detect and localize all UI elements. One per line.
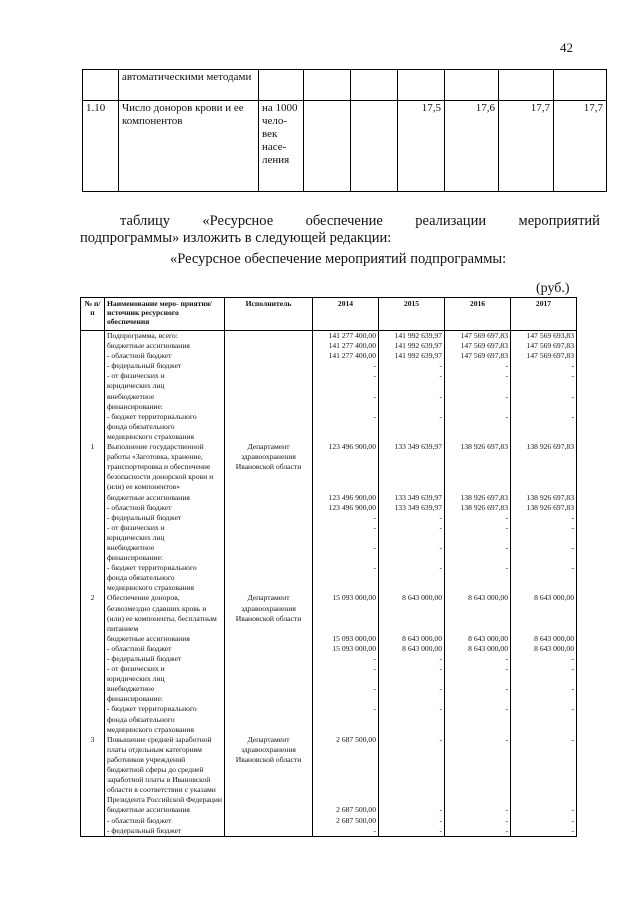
source-label: - областной бюджет [107,815,172,825]
value-cell: - [373,704,376,714]
year-cell [379,442,445,593]
year-cell [511,593,577,734]
value-cell [315,725,376,735]
value-cell: - [571,825,574,835]
value-cell: - [439,371,442,381]
value-cell: 141 277 400,00 [328,341,376,351]
value-cell: - [439,512,442,522]
source-label: финансирование: [107,553,163,563]
value-cell: 147 569 693,83 [526,331,574,340]
currency-unit: (руб.) [536,281,570,296]
value-cell: - [439,805,442,815]
value-cell: - [571,522,574,532]
row-number: 1.10 [83,101,119,192]
value-cell [315,715,376,725]
source-label: юридических лиц [107,532,165,542]
value-cell: 8 643 000,00 [534,633,574,643]
value-cell: - [571,664,574,674]
value-cell: - [505,664,508,674]
value-cell [315,583,376,593]
value-cell: - [571,391,574,401]
value-cell [447,715,508,725]
indicator-unit: на 1000 чело- век насе- ления [259,101,304,192]
activity-cell [105,735,225,836]
value-cell [315,674,376,684]
value-cell [447,674,508,684]
value-cell: 17,7 [554,101,607,192]
value-cell: - [373,512,376,522]
value-cell: - [571,805,574,815]
value-cell: - [571,704,574,714]
value-cell: 17,6 [445,101,499,192]
year-cell [511,735,577,836]
value-cell: - [439,664,442,674]
value-cell: - [505,684,508,694]
source-label: бюджетные ассигнования [107,633,190,643]
year-cell [379,593,445,734]
intro-line-2: подпрограммы» изложить в следующей редакции: [80,230,392,246]
value-cell [447,583,508,593]
year-cell [313,331,379,443]
source-label: бюджетные ассигнования [107,492,190,502]
intro-line-1 [80,213,600,230]
value-cell [381,402,442,412]
value-cell: - [373,391,376,401]
value-cell [381,715,442,725]
activity-cell [105,442,225,593]
year-cell [379,735,445,836]
value-cell [513,381,574,391]
source-label: финансирование: [107,401,163,411]
intro-line-3: «Ресурсное обеспечение мероприятий подпрограммы: [170,251,507,267]
value-cell [381,533,442,543]
header-num: № п/п [81,298,105,331]
value-cell: - [439,361,442,371]
value-cell: 141 277 400,00 [328,351,376,361]
value-cell: 123 496 900,00 [328,502,376,512]
activity-cell [105,331,225,443]
value-cell: - [439,411,442,421]
activity-title: Повышение средней заработной платы отдельным категориям работников учреждений бюджетной сферы до средней заработной платы в Ивановской области в соответствии с указами Президента Российской Федерации [107,734,222,805]
value-cell: 8 643 000,00 [468,643,508,653]
source-label: медицинского страхования [107,724,195,734]
value-cell: 141 277 400,00 [328,331,376,340]
year-cell [445,331,511,443]
value-cell: - [505,654,508,663]
value-cell [315,553,376,563]
value-cell: 141 992 639,97 [394,341,442,351]
value-cell [447,422,508,432]
value-cell: - [505,825,508,835]
header-executor: Исполнитель [225,298,313,331]
source-label: внебюджетное [107,391,155,401]
value-cell: - [439,542,442,552]
source-label: - федеральный бюджет [107,361,182,371]
source-label: юридических лиц [107,674,165,684]
value-cell: - [571,684,574,694]
executor-cell [225,331,313,443]
header-year: 2017 [511,298,577,331]
value-cell: - [505,563,508,573]
value-cell [381,583,442,593]
value-cell: - [505,371,508,381]
value-cell: - [439,563,442,573]
value-cell [381,674,442,684]
row-number: 3 [81,735,105,836]
value-cell: 133 349 639,97 [394,442,442,452]
source-label: - федеральный бюджет [107,512,182,522]
source-label: - федеральный бюджет [107,825,182,835]
value-cell [381,422,442,432]
value-cell: - [571,654,574,663]
value-cell: - [439,522,442,532]
value-cell: - [505,512,508,522]
value-cell: - [571,361,574,371]
value-cell [513,694,574,704]
value-cell: - [439,704,442,714]
intro-word: мероприятий [518,213,600,229]
source-label: - областной бюджет [107,351,172,361]
source-label: - от физических и [107,664,165,674]
intro-paragraph [80,213,600,247]
row-number: 1 [81,442,105,593]
value-cell: - [439,391,442,401]
value-cell: 8 643 000,00 [402,593,442,603]
value-cell [381,432,442,442]
value-cell [315,533,376,543]
table-row [81,331,577,443]
year-cell [445,593,511,734]
row-number [81,331,105,443]
value-cell: - [505,361,508,371]
source-label: внебюджетное [107,684,155,694]
value-cell: - [373,825,376,835]
year-cell [313,442,379,593]
activity-cell [105,593,225,734]
table-row [81,593,577,734]
value-cell: - [505,734,508,744]
executor-cell: Департамент здравоохранения Ивановской области [225,735,313,836]
source-label: фонда обязательного [107,421,175,431]
value-cell: 147 569 697,83 [526,341,574,351]
table-row [83,101,607,192]
executor-cell: Департамент здравоохранения Ивановской области [225,442,313,593]
value-cell: 15 093 000,00 [332,633,376,643]
value-cell: 138 926 697,83 [460,442,508,452]
value-cell: - [373,563,376,573]
value-cell: 8 643 000,00 [534,593,574,603]
value-cell: - [439,825,442,835]
table-row [81,735,577,836]
value-cell: 147 569 697,83 [526,351,574,361]
header-name: Наименование меро- приятия/источник ресурсного обеспечения [105,298,225,331]
value-cell [447,432,508,442]
value-cell: 147 569 697,83 [460,341,508,351]
value-cell [381,573,442,583]
header-year: 2016 [445,298,511,331]
value-cell [513,533,574,543]
value-cell: - [505,815,508,825]
value-cell [315,402,376,412]
value-cell [447,402,508,412]
value-cell [381,381,442,391]
value-cell [513,553,574,563]
intro-word: «Ресурсное [202,213,274,229]
value-cell: - [373,371,376,381]
value-cell: 138 926 697,83 [526,442,574,452]
indicator-name: Число доноров крови и ее компонентов [119,101,259,192]
year-cell [379,331,445,443]
value-cell: - [505,704,508,714]
source-label: медицинского страхования [107,583,195,593]
source-label: - от физических и [107,522,165,532]
source-label: - от физических и [107,371,165,381]
value-cell [315,432,376,442]
value-cell: - [571,542,574,552]
source-label: внебюджетное [107,542,155,552]
value-cell: - [505,522,508,532]
value-cell: 141 992 639,97 [394,351,442,361]
value-cell: 138 926 697,83 [460,492,508,502]
value-cell: 8 643 000,00 [468,633,508,643]
value-cell: - [571,411,574,421]
value-cell [381,553,442,563]
source-label: - бюджет территориального [107,411,197,421]
value-cell [513,422,574,432]
source-label: юридических лиц [107,381,165,391]
value-cell [513,725,574,735]
value-cell: 138 926 697,83 [460,502,508,512]
intro-word: обеспечение [305,213,383,229]
value-cell [513,583,574,593]
year-cell [445,735,511,836]
value-cell [315,694,376,704]
value-cell: 8 643 000,00 [534,643,574,653]
value-cell: 147 569 697,83 [460,331,508,340]
source-label: фонда обязательного [107,573,175,583]
value-cell [513,674,574,684]
table-row [81,442,577,593]
value-cell [447,694,508,704]
year-cell [313,593,379,734]
value-cell [513,715,574,725]
value-cell: 17,5 [398,101,445,192]
continuation-text: автоматическими методами [119,70,259,101]
value-cell: 141 992 639,97 [394,331,442,340]
value-cell [447,553,508,563]
value-cell: - [571,371,574,381]
value-cell: - [373,684,376,694]
value-cell: 138 926 697,83 [526,492,574,502]
value-cell: 138 926 697,83 [526,502,574,512]
value-cell [513,432,574,442]
year-cell [511,331,577,443]
source-label: Подпрограмма, всего: [107,331,178,340]
source-label: бюджетные ассигнования [107,341,190,351]
source-label: фонда обязательного [107,714,175,724]
executor-cell: Департамент здравоохранения Ивановской области [225,593,313,734]
value-cell [447,533,508,543]
value-cell: - [439,734,442,744]
page-number: 42 [560,40,573,55]
year-cell [313,735,379,836]
value-cell: - [505,805,508,815]
row-number: 2 [81,593,105,734]
value-cell: - [505,411,508,421]
value-cell: - [373,361,376,371]
resource-table-body [81,331,577,837]
value-cell [315,422,376,432]
table-row [83,70,607,101]
value-cell [315,573,376,583]
value-cell [513,573,574,583]
resource-table [80,297,577,837]
value-cell: 2 687 500,00 [336,815,376,825]
value-cell: - [571,563,574,573]
header-year: 2015 [379,298,445,331]
value-cell: - [373,664,376,674]
value-cell [381,725,442,735]
value-cell: 8 643 000,00 [468,593,508,603]
value-cell: 8 643 000,00 [402,633,442,643]
source-label: - областной бюджет [107,643,172,653]
source-label: - областной бюджет [107,502,172,512]
value-cell: 147 569 697,83 [460,351,508,361]
source-label: - федеральный бюджет [107,654,182,663]
year-cell [511,442,577,593]
value-cell [447,381,508,391]
source-label: бюджетные ассигнования [107,805,190,815]
value-cell: 133 349 639,97 [394,492,442,502]
value-cell: - [439,684,442,694]
year-cell [445,442,511,593]
intro-word: таблицу [120,213,170,229]
value-cell: - [439,654,442,663]
value-cell: 17,7 [499,101,554,192]
value-cell: - [373,522,376,532]
header-year: 2014 [313,298,379,331]
value-cell: 123 496 900,00 [328,492,376,502]
value-cell: - [571,512,574,522]
intro-word: реализации [415,213,487,229]
value-cell: - [373,411,376,421]
indicators-table [82,69,607,192]
value-cell [447,725,508,735]
value-cell: - [571,815,574,825]
value-cell [315,381,376,391]
value-cell: - [439,815,442,825]
value-cell: - [373,654,376,663]
activity-title: Выполнение государственной работы «Заготовка, хранение, транспортировка и обеспечение безопасности донорской крови и (или) ее компонентов» [107,442,214,492]
value-cell: 133 349 639,97 [394,502,442,512]
value-cell: 2 687 500,00 [336,805,376,815]
value-cell [513,402,574,412]
value-cell: 15 093 000,00 [332,643,376,653]
table-header-row [81,298,577,331]
activity-title: Обеспечение доноров, безвозмездно сдавших кровь и (или) ее компоненты, бесплатным питанием [107,593,217,633]
value-cell: 2 687 500,00 [336,734,376,744]
value-cell: - [373,542,376,552]
source-label: финансирование: [107,694,163,704]
value-cell: 15 093 000,00 [332,593,376,603]
source-label: - бюджет территориального [107,704,197,714]
value-cell [381,694,442,704]
value-cell [447,573,508,583]
value-cell: - [505,391,508,401]
value-cell: 8 643 000,00 [402,643,442,653]
value-cell: 123 496 900,00 [328,442,376,452]
value-cell: - [571,734,574,744]
value-cell: - [505,542,508,552]
source-label: медицинского страхования [107,431,195,441]
source-label: - бюджет территориального [107,563,197,573]
